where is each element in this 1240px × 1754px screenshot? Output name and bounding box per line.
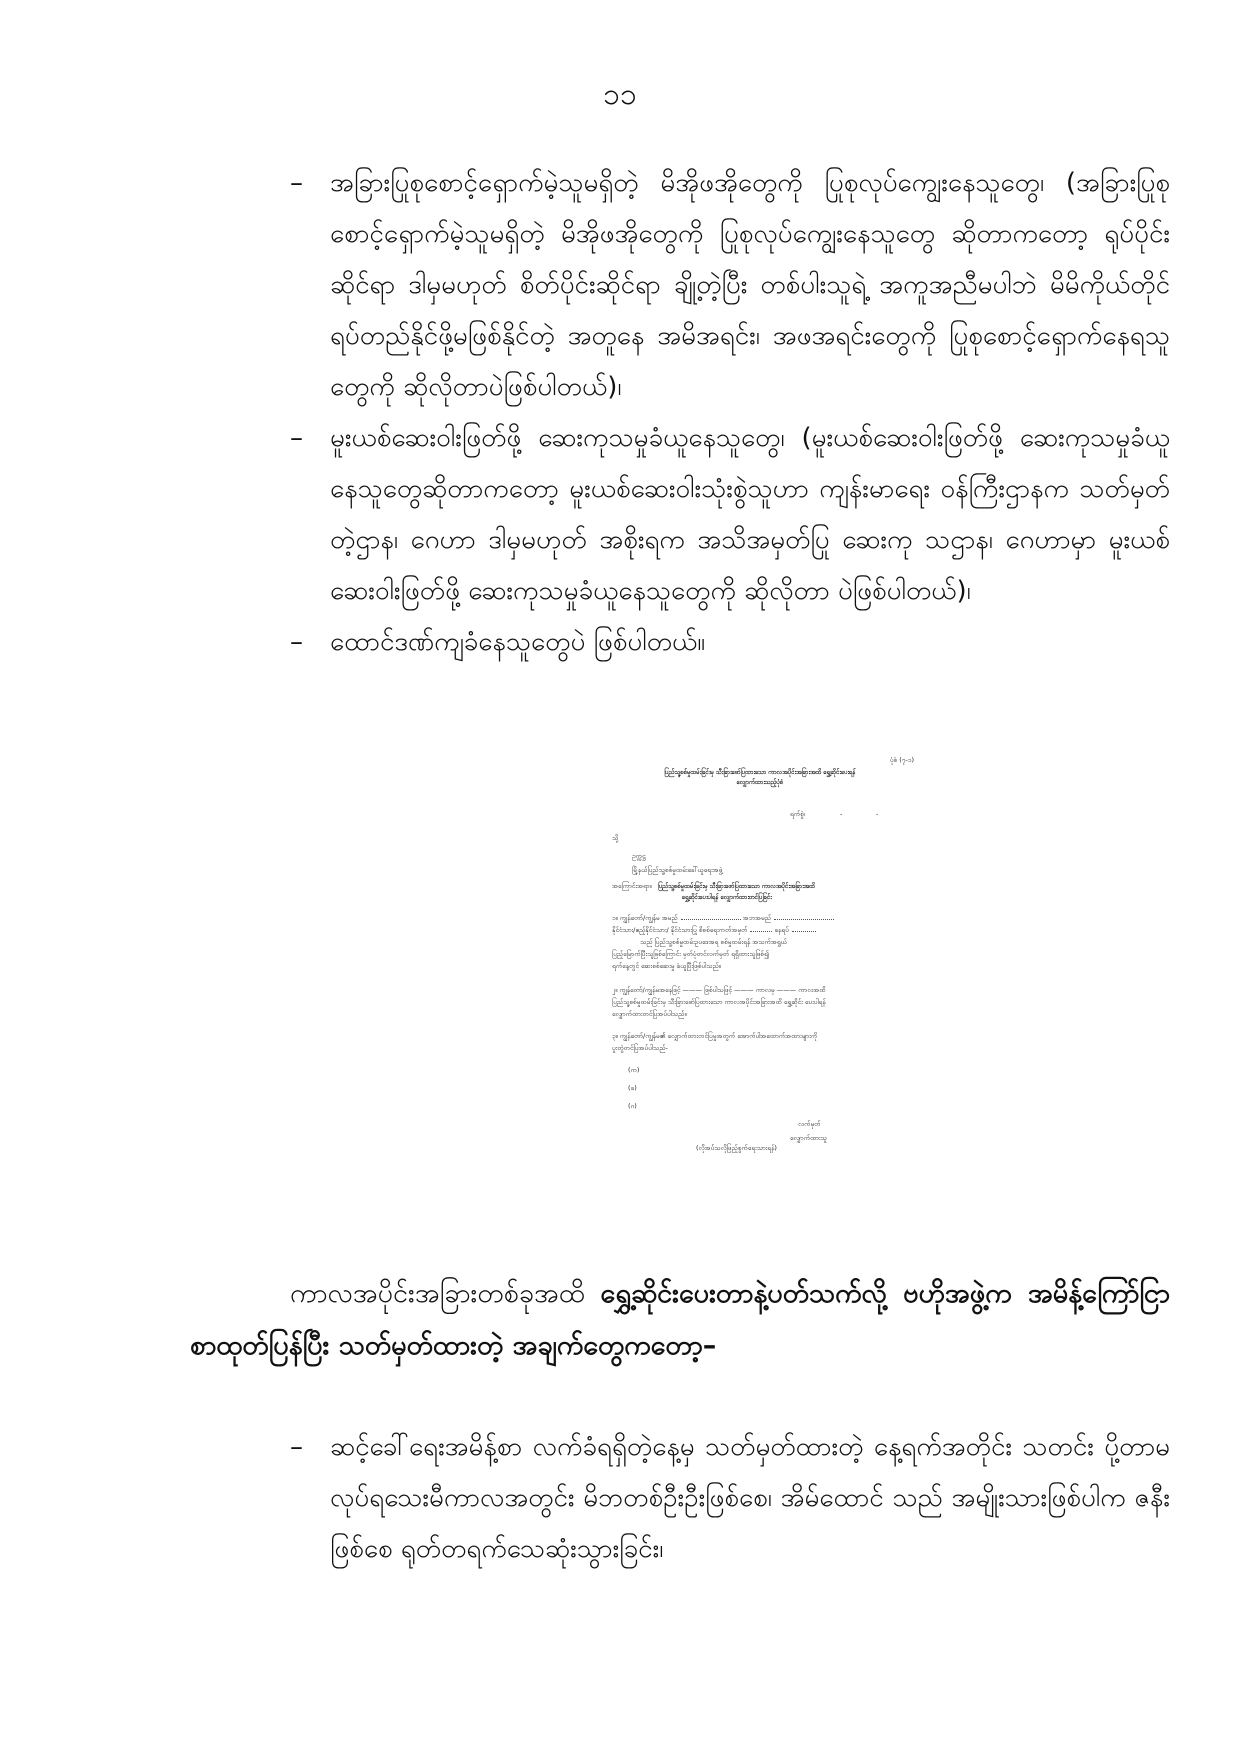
bullet-dash: – xyxy=(290,423,303,453)
form-para2-line2: ပြည်သူ့စစ်မှုထမ်းခြင်းမှ သီးခြားဖော်ပြထားသော ကာလအပိုင်းအခြားအထိ ရွှေ့ဆိုင်း ပေးပါရန် xyxy=(612,998,826,1006)
form-to-label: သို့ xyxy=(612,834,619,842)
form-para1-text: ၁။ ကျွန်တော်/ကျွန်မ အမည် xyxy=(612,914,678,922)
form-para3-line1: ၃။ ကျွန်တော်/ကျွန်မ၏ လျှောက်ထားတင်ပြမှုအတွက် အောက်ပါအထောက်အထားများကို xyxy=(612,1032,818,1040)
bottom-bullet-list xyxy=(290,1422,1170,1575)
form-subject-label: အကြောင်းအရာ။ xyxy=(612,882,652,890)
form-addressee: မြို့နယ်ပြည်သူ့စစ်မှုထမ်းခေါ်ယူရေးအဖွဲ့ xyxy=(632,866,723,874)
bullet-dash: – xyxy=(290,1432,303,1462)
bullet-dash: – xyxy=(290,627,303,657)
bullet-text: အခြားပြုစုစောင့်ရှောက်မဲ့သူမရှိတဲ့ မိအိုဖအိုတွေကို ပြုစုလုပ်ကျွေးနေသူတွေ၊ (အခြားပြုစုစောင့်ရှောက်မဲ့သူမရှိတဲ့ မိအိုဖအိုတွေကို ပြုစုလုပ်ကျွေးနေသူတွေ ဆိုတာကတော့ ရုပ်ပိုင်းဆိုင်ရာ ဒါမှမဟုတ် စိတ်ပိုင်းဆိုင်ရာ ချို့တဲ့ပြီး တစ်ပါးသူရဲ့ အကူအညီမပါဘဲ မိမိကိုယ်တိုင် ရပ်တည်နိုင်ဖို့မဖြစ်နိုင်တဲ့ အတူနေ အမိအရင်း၊ အဖအရင်းတွေကို ပြုစုစောင့်ရှောက်နေရသူတွေကို ဆိုလိုတာပဲဖြစ်ပါတယ်)၊ xyxy=(330,168,1170,402)
form-para1-line3: သည် ပြည်သူ့စစ်မှုထမ်းဥပဒေအရ စစ်မှုထမ်းရန် အသက်အရွယ် xyxy=(640,938,787,946)
form-para2-line3: လျှောက်ထားတင်ပြအပ်ပါသည်။ xyxy=(612,1010,687,1018)
form-addressee: ဥက္ကဋ္ဌ xyxy=(632,852,646,860)
top-bullet-list xyxy=(290,158,1170,668)
form-fill-line xyxy=(681,919,741,920)
bullet-item xyxy=(290,617,1170,668)
form-para1-text: နိုင်ငံသား/ဧည့်နိုင်ငံသား/ နိုင်ငံသားပြု စိစစ်ရေးကတ်အမှတ် xyxy=(612,926,748,934)
form-para3-line2: ပူးတွဲတင်ပြအပ်ပါသည်- xyxy=(612,1044,668,1052)
form-date-dash: - xyxy=(840,810,843,818)
form-para1-line5: ရက်နေ့တွင် ဆေးစစ်ဆေးမှု ခံယူပြီးဖြစ်ပါသည်။ xyxy=(612,962,721,970)
form-item: (ဂ) xyxy=(628,1102,637,1110)
form-fill-line xyxy=(750,931,772,932)
form-date-label: ရက်စွဲ၊ xyxy=(790,810,805,818)
paragraph-bold-text: ရွှေ့ဆိုင်းပေးတာနဲ့ပတ်သက်လို့ ဗဟိုအဖွဲ့က အမိန့်ကြော်ငြာစာထုတ်ပြန်ပြီး သတ်မှတ်ထားတဲ့ အချက်တွေကတော့– xyxy=(190,1278,1170,1361)
form-item: (ခ) xyxy=(628,1084,637,1092)
form-fill-line xyxy=(792,931,816,932)
bullet-item xyxy=(290,158,1170,413)
form-para1-line2 xyxy=(612,926,816,935)
bullet-dash: – xyxy=(290,168,303,198)
page-number: ၁၁ xyxy=(603,77,637,112)
bullet-item xyxy=(290,413,1170,617)
form-title-line2: လျှောက်ထားသည့်ပုံစံ xyxy=(736,779,784,786)
form-date-dash: - xyxy=(876,810,879,818)
body-paragraph xyxy=(190,1268,1170,1372)
form-number: ပုံစံ (၇-၁) xyxy=(889,756,914,764)
form-subject-line1: ပြည်သူ့စစ်မှုထမ်းခြင်းမှ သီးခြားဖော်ပြထားသော ကာလအပိုင်းအခြားအထိ xyxy=(658,883,816,890)
form-signature-label: လက်မှတ် xyxy=(798,1120,821,1128)
form-item: (က) xyxy=(628,1066,640,1074)
form-para1-text: အဘအမည် xyxy=(742,914,771,922)
form-para1-text: နေရပ် xyxy=(774,926,789,934)
form-fill-line xyxy=(774,919,834,920)
form-para1-line4: ပြည့်မြောက်ပြီးသူဖြစ်ကြောင်း မှတ်ပုံတင်လက်မှတ် ရရှိထားသူဖြစ်၍ xyxy=(612,950,769,958)
form-footer-note: (လိုအပ်သလိုဖြည့်စွက်ရေးသားရန်) xyxy=(696,1144,777,1152)
bullet-text: မူးယစ်ဆေးဝါးဖြတ်ဖို့ ဆေးကုသမှုခံယူနေသူတွေ၊ (မူးယစ်ဆေးဝါးဖြတ်ဖို့ ဆေးကုသမှုခံယူနေသူတွေဆိုတာကတော့ မူးယစ်ဆေးဝါးသုံးစွဲသူဟာ ကျန်းမာရေး ဝန်ကြီးဌာနက သတ်မှတ်တဲ့ဌာန၊ ဂေဟာ ဒါမှမဟုတ် အစိုးရက အသိအမှတ်ပြု ဆေးကု သဌာန၊ ဂေဟာမှာ မူးယစ်ဆေးဝါးဖြတ်ဖို့ ဆေးကုသမှုခံယူနေသူတွေကို ဆိုလိုတာ ပဲဖြစ်ပါတယ်)၊ xyxy=(330,423,1170,606)
embedded-form-image xyxy=(600,748,920,1150)
form-title-line1: ပြည်သူ့စစ်မှုထမ်းခြင်းမှ သီးခြားဖော်ပြထားသော ကာလအပိုင်းအခြားအထိ ရွှေ့ဆိုင်းပေးရန် xyxy=(664,769,856,776)
bullet-text: ထောင်ဒဏ်ကျခံနေသူတွေပဲ ဖြစ်ပါတယ်။ xyxy=(330,627,706,657)
bullet-text: ဆင့်ခေါ်ရေးအမိန့်စာ လက်ခံရရှိတဲ့နေ့မှ သတ်မှတ်ထားတဲ့ နေ့ရက်အတိုင်း သတင်း ပို့တာမလုပ်ရသေးမီကာလအတွင်း မိဘတစ်ဦးဦးဖြစ်စေ၊ အိမ်ထောင် သည် အမျိုးသားဖြစ်ပါက ဇနီးဖြစ်စေ ရုတ်တရက်သေဆုံးသွားခြင်း၊ xyxy=(330,1432,1170,1564)
bullet-item xyxy=(290,1422,1170,1575)
form-subject-line2: ရွှေ့ဆိုင်းပေးပါရန် လျှောက်ထားတင်ပြခြင်း xyxy=(682,894,772,901)
form-applicant-label: လျှောက်ထားသူ xyxy=(790,1134,827,1142)
paragraph-normal-text: ကာလအပိုင်းအခြားတစ်ခုအထိ xyxy=(290,1278,601,1309)
form-para1-line1 xyxy=(612,914,834,923)
form-para2-line1: ၂။ ကျွန်တော်/ကျွန်မအနေဖြင့် ——— ဖြစ်ပါသဖြင့် ——— ကာလမှ ——— ကာလအထိ xyxy=(612,986,826,994)
